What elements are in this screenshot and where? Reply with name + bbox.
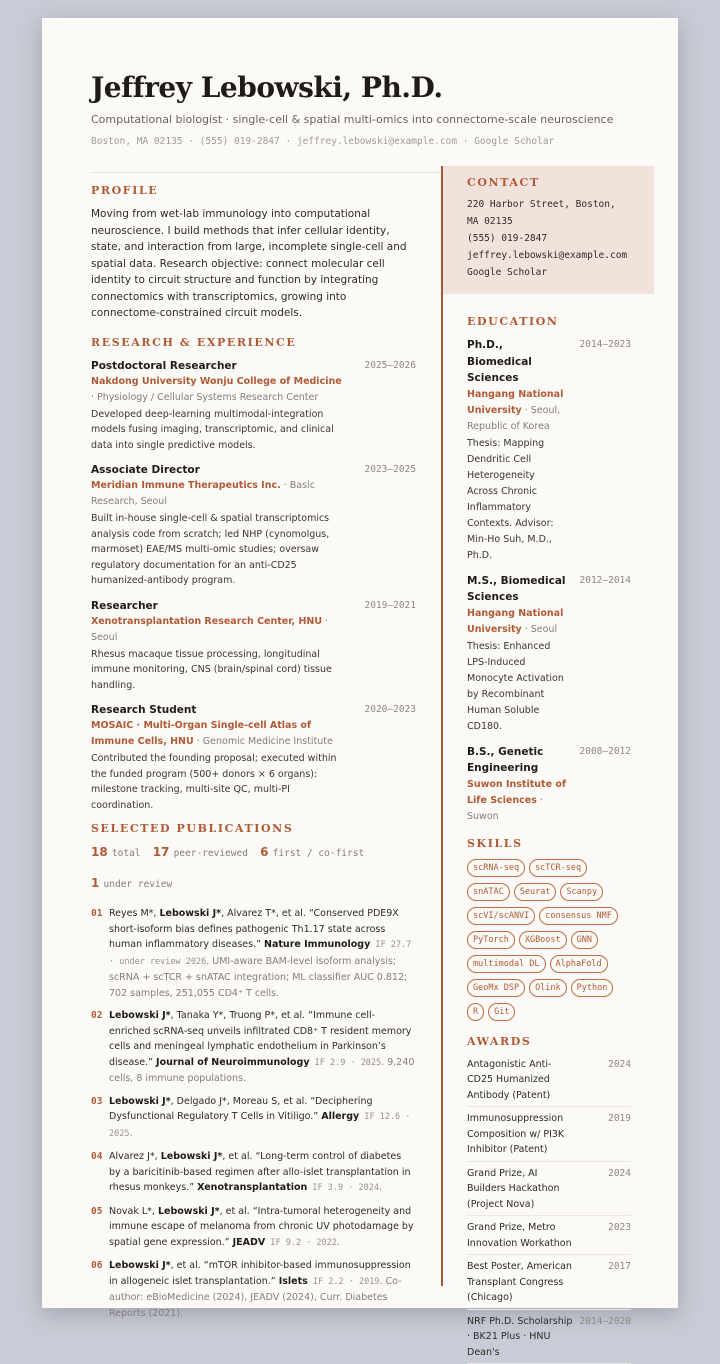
skill-tag: Seurat	[514, 883, 557, 901]
publication-number: 03	[91, 1094, 109, 1143]
pub-note: . 9,240 cells, 8 immune populations.	[109, 1057, 414, 1085]
school-name: Suwon Institute of Life Sciences	[467, 779, 566, 806]
skills-list	[467, 859, 631, 1021]
skills-heading: SKILLS	[467, 837, 631, 851]
sidebar-column	[441, 166, 656, 1286]
organization-name: MOSAIC · Multi-Organ Single-cell Atlas of Immune Cells, HNU	[91, 720, 311, 747]
publications-heading: SELECTED PUBLICATIONS	[91, 822, 416, 836]
stat-total-number: 18	[91, 845, 108, 859]
job-date: 2020–2023	[365, 702, 416, 718]
award-year: 2019	[608, 1111, 631, 1158]
job-date: 2025–2026	[365, 358, 416, 374]
stat-peer-label: peer-reviewed	[174, 848, 248, 859]
thesis-description: Thesis: Mapping Dendritic Cell Heterogeneity Across Chronic Inflammatory Contexts. Advisor: Min-Ho Suh, M.D., Ph.D.	[467, 436, 567, 564]
experience-item	[91, 358, 416, 454]
pub-journal: Islets	[279, 1276, 308, 1287]
pub-journal: Journal of Neuroimmunology	[156, 1057, 309, 1068]
award-year: 2024	[608, 1166, 631, 1213]
pub-authors: Novak L*,	[109, 1206, 158, 1217]
pub-journal: Nature Immunology	[264, 939, 370, 950]
skill-tag: Git	[488, 1003, 515, 1021]
award-name: Grand Prize, Metro Innovation Workathon	[467, 1220, 575, 1251]
contact-address: 220 Harbor Street, Boston, MA 02135	[467, 196, 630, 230]
award-item	[467, 1162, 631, 1217]
skill-tag: scTCR-seq	[529, 859, 587, 877]
award-item	[467, 1255, 631, 1310]
skill-tag: GNN	[571, 931, 598, 949]
pub-meta: IF 9.2 · 2022	[265, 1238, 337, 1248]
degree-date: 2008–2012	[580, 744, 631, 777]
job-title: Associate Director	[91, 462, 200, 478]
contact-line: Boston, MA 02135 · (555) 019-2847 · jeffrey.lebowski@example.com · Google Scholar	[91, 136, 629, 148]
publication-stats	[91, 844, 416, 862]
pub-self-author: Lebowski J*	[159, 908, 221, 919]
organization-detail: · Physiology / Cellular Systems Research Center	[91, 392, 318, 403]
job-description: Contributed the founding proposal; executed within the funded program (500+ donors × 6 organs): milestone tracking, multi-site QC, multi-PI coordination.	[91, 751, 346, 813]
school-location: · Seoul	[522, 624, 557, 635]
resume-header	[91, 68, 629, 148]
award-year: 2014–2020	[580, 1314, 631, 1361]
award-item	[467, 1216, 631, 1255]
publication-item	[91, 1094, 416, 1143]
publication-number: 01	[91, 906, 109, 1001]
school-name: Hangang National University	[467, 389, 563, 416]
pub-title: , Alvarez T*, et al. “Conserved PDE9X short-isoform bias defines pathogenic Th1.17 state across human inflammatory diseases.”	[109, 908, 399, 950]
publication-item	[91, 1258, 416, 1321]
skill-tag: scVI/scANVI	[467, 907, 535, 925]
education-item	[467, 744, 631, 825]
award-name: Antagonistic Anti-CD25 Humanized Antibody (Patent)	[467, 1057, 575, 1104]
skill-tag: GeoMx DSP	[467, 979, 525, 997]
pub-journal: JEADV	[233, 1237, 266, 1248]
skill-tag: R	[467, 1003, 484, 1021]
thesis-description: Thesis: Enhanced LPS-Induced Monocyte Activation by Recombinant Human Soluble CD180.	[467, 639, 567, 735]
school-name: Hangang National University	[467, 608, 563, 635]
skill-tag: consensus NMF	[539, 907, 618, 925]
experience-item	[91, 598, 416, 694]
main-column	[91, 184, 416, 1328]
education-item	[467, 573, 631, 735]
organization-detail: · Seoul	[91, 616, 328, 643]
education-item	[467, 337, 631, 564]
skill-tag: Olink	[529, 979, 567, 997]
award-year: 2024	[608, 1057, 631, 1104]
degree-title: Ph.D., Biomedical Sciences	[467, 337, 567, 387]
award-year: 2017	[608, 1259, 631, 1306]
education-section	[467, 315, 631, 1364]
organization-detail: · Genomic Medicine Institute	[194, 736, 333, 747]
stat-review-label: under review	[104, 879, 173, 890]
skill-tag: scRNA-seq	[467, 859, 525, 877]
stat-review-number: 1	[91, 876, 99, 890]
pub-title: , Tanaka Y*, Truong P*, et al. “Immune cell-enriched scRNA-seq unveils infiltrated CD8⁺ T resident memory cells and meningeal lymphatic endothelium in Parkinson’s disease.”	[109, 1010, 411, 1068]
organization-name: Nakdong University Wonju College of Medicine	[91, 376, 342, 387]
publication-number: 02	[91, 1008, 109, 1087]
contact-phone[interactable]: (555) 019-2847	[467, 230, 630, 247]
pub-meta: IF 2.2 · 2019	[308, 1277, 380, 1287]
pub-authors: Alvarez J*,	[109, 1151, 161, 1162]
publication-item	[91, 1008, 416, 1087]
pub-journal: Allergy	[321, 1111, 359, 1122]
pub-authors: Reyes M*,	[109, 908, 159, 919]
education-heading: EDUCATION	[467, 315, 631, 329]
resume-page	[42, 18, 678, 1308]
pub-note: . Co-author: eBioMedicine (2024), JEADV (2024), Curr. Diabetes Reports (2021).	[109, 1276, 402, 1319]
degree-title: M.S., Biomedical Sciences	[467, 573, 567, 606]
job-description: Built in-house single-cell & spatial transcriptomics analysis code from scratch; led NHP (cynomolgus, marmoset) EAE/MS multi-omic studies; oversaw regulatory documentation for an anti-CD25 humanized-antibody program.	[91, 511, 346, 589]
contact-scholar-link[interactable]: Google Scholar	[467, 264, 630, 281]
pub-meta: IF 27.7 · under review 2026	[109, 940, 411, 967]
contact-box	[443, 166, 654, 294]
experience-item	[91, 702, 416, 813]
degree-date: 2014–2023	[580, 337, 631, 387]
publication-item	[91, 1149, 416, 1197]
award-item	[467, 1310, 631, 1364]
pub-meta: IF 12.6 · 2025	[109, 1112, 410, 1139]
pub-title: , et al. “mTOR inhibitor-based immunosuppression in allogeneic islet transplantation.”	[109, 1260, 411, 1287]
publication-number: 05	[91, 1204, 109, 1252]
job-title: Research Student	[91, 702, 196, 718]
experience-item	[91, 462, 416, 589]
school-location: · Suwon	[467, 795, 543, 822]
pub-journal: Xenotransplantation	[197, 1182, 307, 1193]
contact-heading: CONTACT	[467, 176, 630, 190]
job-date: 2019–2021	[365, 598, 416, 614]
pub-meta: IF 2.9 · 2025	[310, 1058, 382, 1068]
award-name: NRF Ph.D. Scholarship · BK21 Plus · HNU Dean's	[467, 1314, 575, 1361]
award-item	[467, 1053, 631, 1108]
pub-self-author: Lebowski J*	[109, 1010, 171, 1021]
profile-heading: PROFILE	[91, 184, 416, 198]
publication-item	[91, 1204, 416, 1252]
publication-stats-review	[91, 875, 416, 893]
page-title: Jeffrey Lebowski, Ph.D.	[91, 68, 629, 108]
pub-meta: IF 3.9 · 2024	[307, 1183, 379, 1193]
job-description: Developed deep-learning multimodal-integration models fusing imaging, transcriptomic, and clinical data into single predictive models.	[91, 407, 346, 454]
pub-self-author: Lebowski J*	[161, 1151, 223, 1162]
skill-tag: snATAC	[467, 883, 510, 901]
stat-total-label: total	[112, 848, 141, 859]
degree-title: B.S., Genetic Engineering	[467, 744, 567, 777]
pub-self-author: Lebowski J*	[158, 1206, 220, 1217]
award-name: Grand Prize, AI Builders Hackathon (Project Nova)	[467, 1166, 575, 1213]
skill-tag: Python	[571, 979, 614, 997]
awards-list	[467, 1053, 631, 1364]
school-location: · Seoul, Republic of Korea	[467, 405, 560, 432]
pub-title: , et al. “Long-term control of diabetes by a baricitinib-based regimen after allo-islet transplantation in rhesus monkeys.”	[109, 1151, 411, 1193]
skill-tag: XGBoost	[519, 931, 567, 949]
awards-heading: AWARDS	[467, 1035, 631, 1049]
pub-title: , et al. “Intra-tumoral heterogeneity and immune escape of melanoma from chronic UV photodamage by spatial gene expression.”	[109, 1206, 414, 1248]
pub-title: , Delgado J*, Moreau S, et al. “Deciphering Dysfunctional Regulatory T Cells in Vitiligo.”	[109, 1096, 373, 1123]
award-item	[467, 1107, 631, 1162]
job-description: Rhesus macaque tissue processing, longitudinal immune monitoring, CNS (brain/spinal cord) tissue handling.	[91, 647, 346, 694]
publication-item	[91, 906, 416, 1001]
award-name: Immunosuppression Composition w/ PI3K Inhibitor (Patent)	[467, 1111, 575, 1158]
stat-first-label: first / co-first	[273, 848, 365, 859]
pub-note: . UMI-aware BAM-level isoform analysis; scRNA + scTCR + snATAC integration; ML classifier AUC 0.812; 702 samples, 251,055 CD4⁺ T cells.	[109, 956, 407, 999]
tagline: Computational biologist · single-cell & spatial multi-omics into connectome-scale neuroscience	[91, 113, 629, 127]
publication-number: 06	[91, 1258, 109, 1321]
pub-note: .	[129, 1128, 132, 1139]
contact-email[interactable]: jeffrey.lebowski@example.com	[467, 247, 630, 264]
pub-self-author: Lebowski J*	[109, 1260, 171, 1271]
pub-self-author: Lebowski J*	[109, 1096, 171, 1107]
stat-first-number: 6	[260, 845, 268, 859]
organization-name: Meridian Immune Therapeutics Inc.	[91, 480, 281, 491]
pub-note: .	[379, 1182, 382, 1193]
organization-detail: · Basic Research, Seoul	[91, 480, 315, 507]
stat-peer-number: 17	[153, 845, 170, 859]
skill-tag: Scanpy	[560, 883, 603, 901]
experience-heading: RESEARCH & EXPERIENCE	[91, 336, 416, 350]
award-year: 2023	[608, 1220, 631, 1251]
skill-tag: AlphaFold	[550, 955, 608, 973]
organization-name: Xenotransplantation Research Center, HNU	[91, 616, 322, 627]
skill-tag: multimodal DL	[467, 955, 546, 973]
profile-text: Moving from wet-lab immunology into computational neuroscience. I build methods that infer cellular identity, state, and interaction from large, incomplete single-cell and spatial data. Research objective: connect molecular cell identity to circuit structure and function by integrating connectomics with transcriptomics, growing into connectome-constrained circuit models.	[91, 206, 416, 322]
job-title: Postdoctoral Researcher	[91, 358, 237, 374]
award-name: Best Poster, American Transplant Congress (Chicago)	[467, 1259, 575, 1306]
job-title: Researcher	[91, 598, 158, 614]
skill-tag: PyTorch	[467, 931, 515, 949]
pub-note: .	[337, 1237, 340, 1248]
job-date: 2023–2025	[365, 462, 416, 478]
publication-number: 04	[91, 1149, 109, 1197]
degree-date: 2012–2014	[580, 573, 631, 606]
